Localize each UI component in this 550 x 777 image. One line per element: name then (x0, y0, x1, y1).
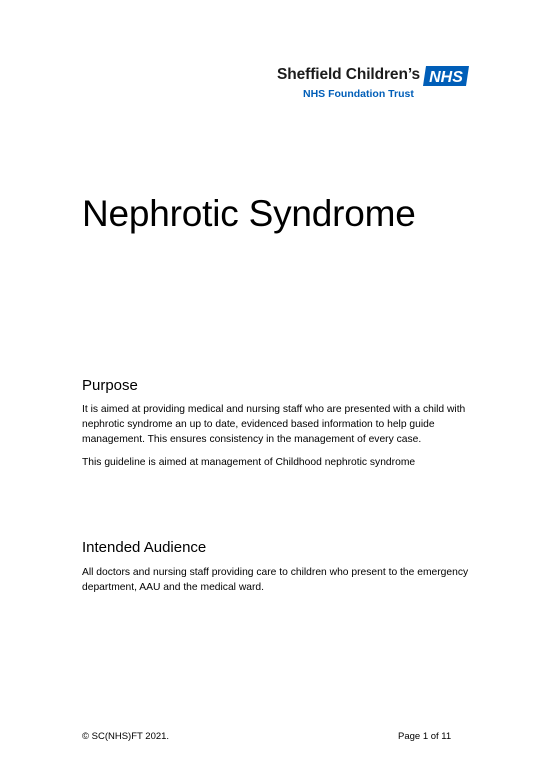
audience-paragraph: All doctors and nursing staff providing care to children who present to the emergency department, AAU and the medical ward. (82, 567, 469, 593)
purpose-scope-paragraph: This guideline is aimed at management of Childhood nephrotic syndrome (82, 457, 416, 468)
nhs-badge-icon (423, 66, 469, 86)
purpose-paragraph: It is aimed at providing medical and nursing staff who are presented with a child with nephrotic syndrome an up to date, evidenced based information to help guide management. This ensures consistency in the management of every case. (82, 404, 466, 445)
footer-copyright: © SC(NHS)FT 2021. (82, 731, 170, 742)
logo-subtitle: NHS Foundation Trust (303, 88, 414, 100)
purpose-heading: Purpose (82, 377, 138, 394)
logo-org-name: Sheffield Children’s (277, 66, 420, 83)
document-title: Nephrotic Syndrome (82, 193, 416, 234)
nhs-badge-text: NHS (429, 69, 463, 86)
audience-heading: Intended Audience (82, 539, 207, 556)
footer-page-number: Page 1 of 11 (398, 731, 452, 742)
nhs-trust-logo (277, 66, 469, 106)
